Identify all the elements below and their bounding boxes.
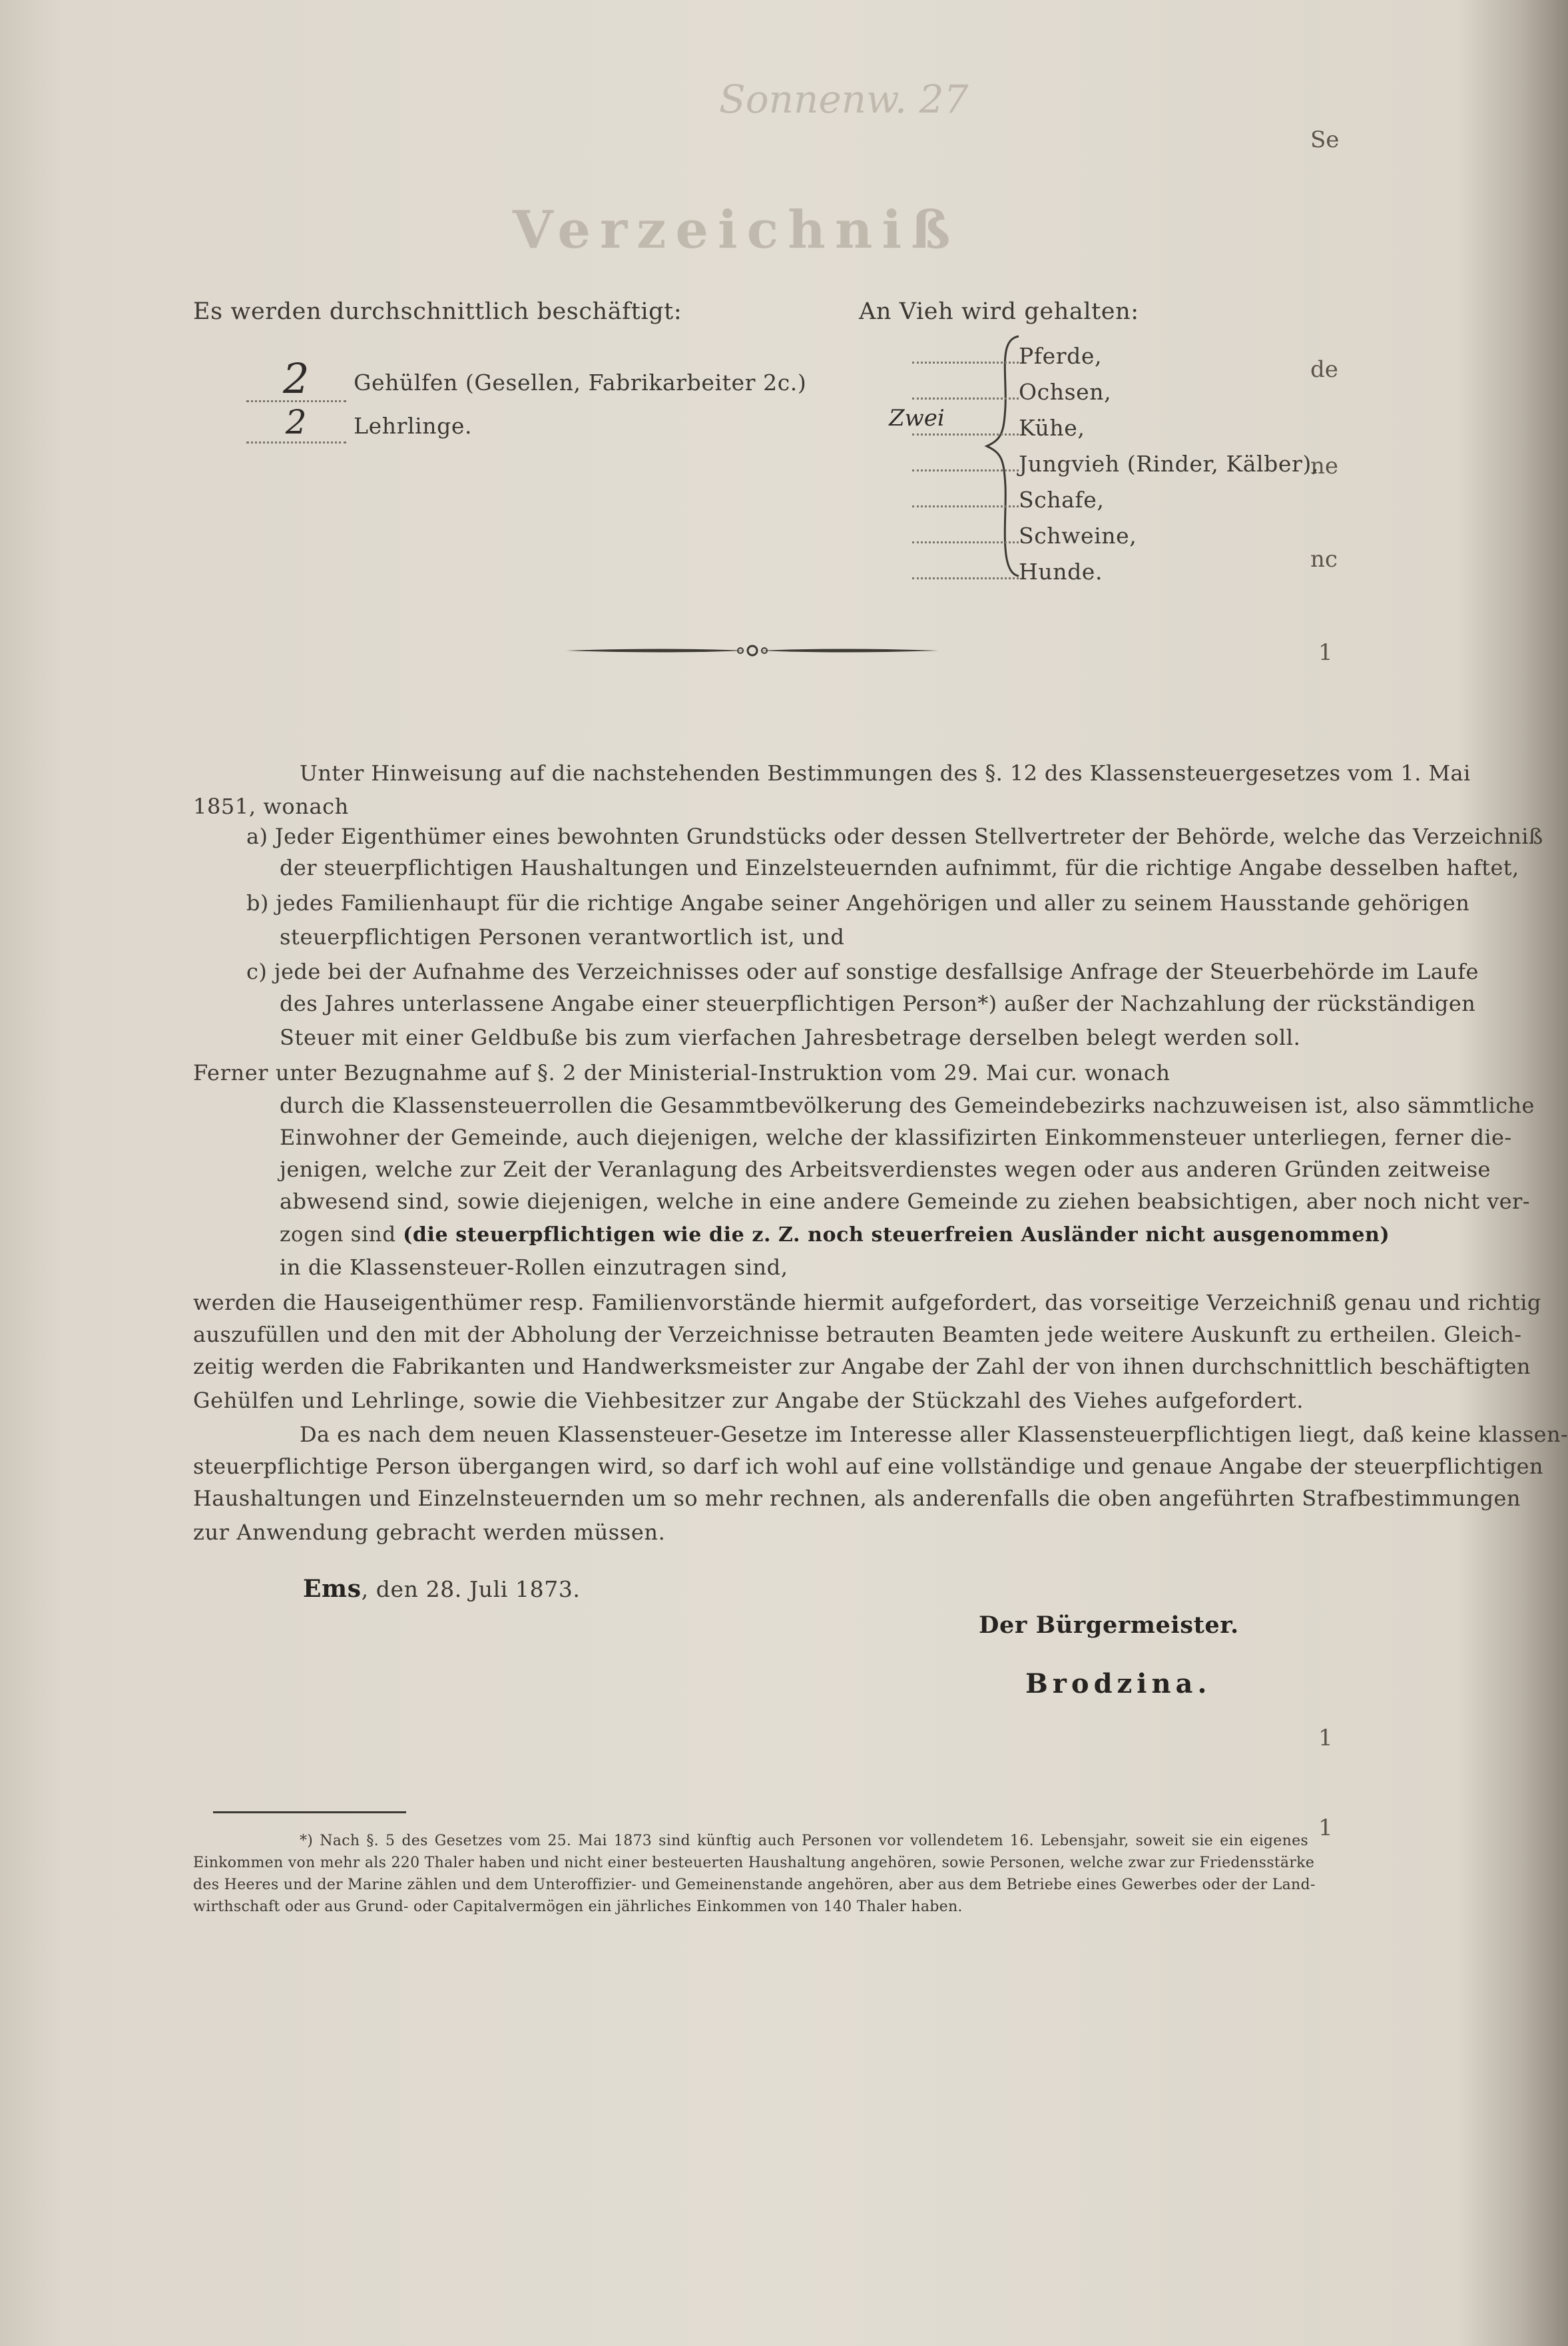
edge-digit-3: 1	[1318, 1815, 1333, 1841]
item-a-line-1: a) Jeder Eigenthümer eines bewohnten Grundstücks oder dessen Stellvertreter der Behörde, welche das Verzeichniß	[246, 824, 1543, 849]
livestock-item-pigs: Schweine,	[912, 518, 1319, 554]
closing-line-3: Haushaltungen und Einzelnsteuernden um so mehr rechnen, als anderenfalls die oben angeführten Strafbestimmungen	[193, 1486, 1521, 1511]
closing-line-1: Da es nach dem neuen Klassensteuer-Gesetze im Interesse aller Klassensteuerpflichtigen liegt, daß keine klassen-	[300, 1422, 1568, 1447]
apprentices-count-line	[246, 403, 346, 443]
item-a-line-2: der steuerpflichtigen Haushaltungen und Einzelsteuernden aufnimmt, für die richtige Angabe desselben haftet,	[280, 855, 1519, 880]
apprentices-count: 2	[285, 403, 308, 441]
intro-line-2: 1851, wonach	[193, 794, 349, 819]
item-c-line-1: c) jede bei der Aufnahme des Verzeichnisses oder auf sonstige desfallsige Anfrage der Steuerbehörde im Laufe	[246, 959, 1479, 984]
intro-line-1: Unter Hinweisung auf die nachstehenden Bestimmungen des §. 12 des Klassensteuergesetzes vom 1. Mai	[300, 760, 1471, 786]
wonach-line-2: Einwohner der Gemeinde, auch diejenigen, welche der klassifizirten Einkommensteuer unterliegen, ferner die-	[280, 1125, 1512, 1150]
livestock-handwritten-entry: Zwei	[889, 405, 945, 432]
apprentices-label: Lehrlinge.	[354, 413, 473, 439]
bold-prefix: zogen sind	[280, 1223, 396, 1247]
livestock-heading: An Vieh wird gehalten:	[859, 298, 1139, 325]
wonach-line-4: abwesend sind, sowie diejenigen, welche in eine andere Gemeinde zu ziehen beabsichtigen, aber noch nicht ver-	[280, 1189, 1530, 1214]
livestock-item-young-cattle: Jungvieh (Rinder, Kälber),	[912, 446, 1319, 482]
signature-title: Der Bürgermeister.	[979, 1612, 1239, 1639]
bleed-through-title: Verzeichniß	[513, 200, 960, 260]
livestock-item-sheep: Schafe,	[912, 482, 1319, 518]
workers-heading: Es werden durchschnittlich beschäftigt:	[193, 298, 682, 325]
signature-name: Brodzina.	[1025, 1668, 1212, 1699]
livestock-item-cows: Kühe,	[912, 410, 1319, 446]
assistants-count: 2	[282, 354, 310, 403]
edge-digit-2: 1	[1318, 1725, 1333, 1751]
livestock-item-dogs: Hunde.	[912, 554, 1319, 590]
edge-letter-2: de	[1310, 356, 1338, 383]
wonach-line-1: durch die Klassensteuerrollen die Gesammtbevölkerung des Gemeindebezirks nachzuweisen ist, also sämmtliche	[280, 1093, 1535, 1118]
ornamental-divider	[566, 642, 939, 659]
ferner-line: Ferner unter Bezugnahme auf §. 2 der Ministerial-Instruktion vom 29. Mai cur. wonach	[193, 1060, 1171, 1085]
wonach-end-line: in die Klassensteuer-Rollen einzutragen sind,	[280, 1255, 788, 1280]
edge-letter-3: ne	[1310, 453, 1339, 479]
request-line-3: zeitig werden die Fabrikanten und Handwerksmeister zur Angabe der Zahl der von ihnen durchschnittlich beschäftigten	[193, 1354, 1531, 1379]
edge-digit-1: 1	[1318, 639, 1333, 666]
item-b-line-2: steuerpflichtigen Personen verantwortlich ist, und	[280, 924, 845, 950]
place-date	[303, 1575, 581, 1603]
closing-line-4: zur Anwendung gebracht werden müssen.	[193, 1520, 666, 1545]
apprentices-row	[246, 403, 472, 443]
item-c-line-2: des Jahres unterlassene Angabe einer steuerpflichtigen Person*) außer der Nachzahlung der rückständigen	[280, 991, 1476, 1016]
footnote-line-3: des Heeres und der Marine zählen und dem Unteroffizier- und Gemeinenstande angehören, aber aus dem Betriebe eines Gewerbes oder der Land-	[193, 1877, 1316, 1893]
assistants-label: Gehülfen (Gesellen, Fabrikarbeiter 2c.)	[354, 370, 807, 396]
footnote-line-2: Einkommen von mehr als 220 Thaler haben und nicht einer besteuerten Haushaltung angehören, sowie Personen, welche zwar zur Friedensstärke	[193, 1855, 1315, 1871]
footnote-line-1: *) Nach §. 5 des Gesetzes vom 25. Mai 1873 sind künftig auch Personen vor vollendetem 16. Lebensjahr, soweit sie ein eigenes	[300, 1833, 1308, 1849]
wonach-bold-line	[280, 1223, 1390, 1247]
item-b-line-1: b) jedes Familienhaupt für die richtige Angabe seiner Angehörigen und aller zu seinem Hausstande gehörigen	[246, 890, 1470, 916]
livestock-list	[912, 338, 1319, 590]
item-c-line-3: Steuer mit einer Geldbuße bis zum vierfachen Jahresbetrage derselben belegt werden soll.	[280, 1025, 1301, 1050]
bold-phrase: (die steuerpflichtigen wie die z. Z. noch steuerfreien Ausländer nicht ausgenommen)	[403, 1223, 1390, 1247]
pencil-note: Sonnenw. 27	[719, 77, 969, 122]
request-line-1: werden die Hauseigenthümer resp. Familienvorstände hiermit aufgefordert, das vorseitige Verzeichniß genau und richtig	[193, 1290, 1541, 1315]
edge-letter-4: nc	[1310, 546, 1338, 573]
place-name: Ems	[303, 1575, 362, 1603]
assistants-row	[246, 352, 806, 402]
footnote-rule	[213, 1811, 406, 1813]
edge-letter-1: Se	[1310, 127, 1340, 153]
date-text: , den 28. Juli 1873.	[361, 1576, 581, 1602]
livestock-item-horses: Pferde,	[912, 338, 1319, 374]
request-line-2: auszufüllen und den mit der Abholung der Verzeichnisse betrauten Beamten jede weitere Auskunft zu ertheilen. Gleich-	[193, 1322, 1522, 1347]
assistants-count-line	[246, 352, 346, 402]
closing-line-2: steuerpflichtige Person übergangen wird, so darf ich wohl auf eine vollständige und genaue Angabe der steuerpflichtigen	[193, 1454, 1543, 1479]
request-line-4: Gehülfen und Lehrlinge, sowie die Viehbesitzer zur Angabe der Stückzahl des Viehes aufgefordert.	[193, 1388, 1304, 1413]
wonach-line-3: jenigen, welche zur Zeit der Veranlagung des Arbeitsverdienstes wegen oder aus anderen Gründen zeitweise	[280, 1157, 1491, 1182]
livestock-item-oxen: Ochsen,	[912, 374, 1319, 410]
footnote-line-4: wirthschaft oder aus Grund- oder Capitalvermögen ein jährliches Einkommen von 140 Thaler haben.	[193, 1899, 963, 1915]
